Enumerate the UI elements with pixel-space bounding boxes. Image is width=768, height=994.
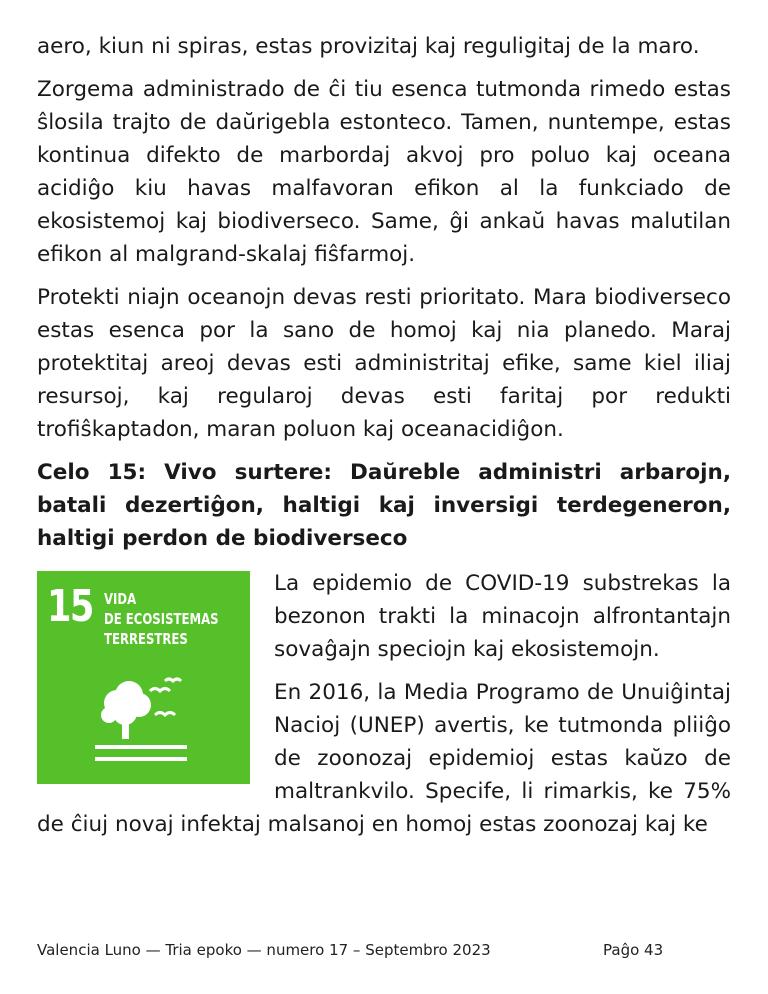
- sdg-15-badge: [37, 571, 250, 784]
- page-number: Paĝo 43: [603, 941, 664, 959]
- paragraph: Protekti niajn oceanojn devas resti prioritato. Mara biodiverseco estas esenca por la sano de homoj kaj nia planedo. Maraj protektitaj areoj devas esti administritaj efike, same kiel iliaj resursoj, kaj regularoj devas esti faritaj por redukti trofiŝkaptadon, maran poluon kaj oceanacidiĝon.: [37, 285, 731, 442]
- page-footer: [37, 941, 731, 959]
- paragraph: En 2016, la Media Programo de Unuiĝintaj Nacioj (UNEP) avertis, ke tutmonda pliiĝo de zoonozaj epidemioj estas kaŭzo de maltrankvilo. Specife, li rimarkis, ke 75% de ĉiuj novaj infektaj malsanoj en homoj estas zoonozaj kaj ke: [37, 680, 731, 837]
- sdg-title: [104, 589, 219, 649]
- paragraph: La epidemio de COVID-19 substrekas la bezonon trakti la minacojn alfrontantajn sovaĝajn speciojn kaj ekosistemojn.: [274, 571, 731, 662]
- sdg-title-line: TERRESTRES: [104, 630, 188, 648]
- page-content: [37, 30, 731, 851]
- sdg-title-line: DE ECOSISTEMAS: [104, 610, 219, 628]
- sdg-title-line: VIDA: [104, 590, 137, 608]
- section-heading: Celo 15: Vivo surtere: Daŭreble administri arbarojn, batali dezertiĝon, haltigi kaj inversigi terdegeneron, haltigi perdon de biodiverseco: [37, 460, 731, 551]
- footer-publication: Valencia Luno — Tria epoko — numero 17 – Septembro 2023: [37, 941, 491, 959]
- sdg-number: 15: [47, 581, 93, 632]
- paragraph: Zorgema administrado de ĉi tiu esenca tutmonda rimedo estas ŝlosila trajto de daŭrigebla estonteco. Tamen, nuntempe, estas kontinua difekto de marbordaj akvoj pro poluo kaj oceana acidiĝo kiu havas malfavoran efikon al la funkciado de ekosistemoj kaj biodiverseco. Same, ĝi ankaŭ havas malutilan efikon al malgrand-skalaj fiŝfarmoj.: [37, 77, 731, 267]
- tree-birds-icon: [95, 669, 195, 769]
- paragraph: aero, kiun ni spiras, estas provizitaj kaj reguligitaj de la maro.: [37, 34, 700, 59]
